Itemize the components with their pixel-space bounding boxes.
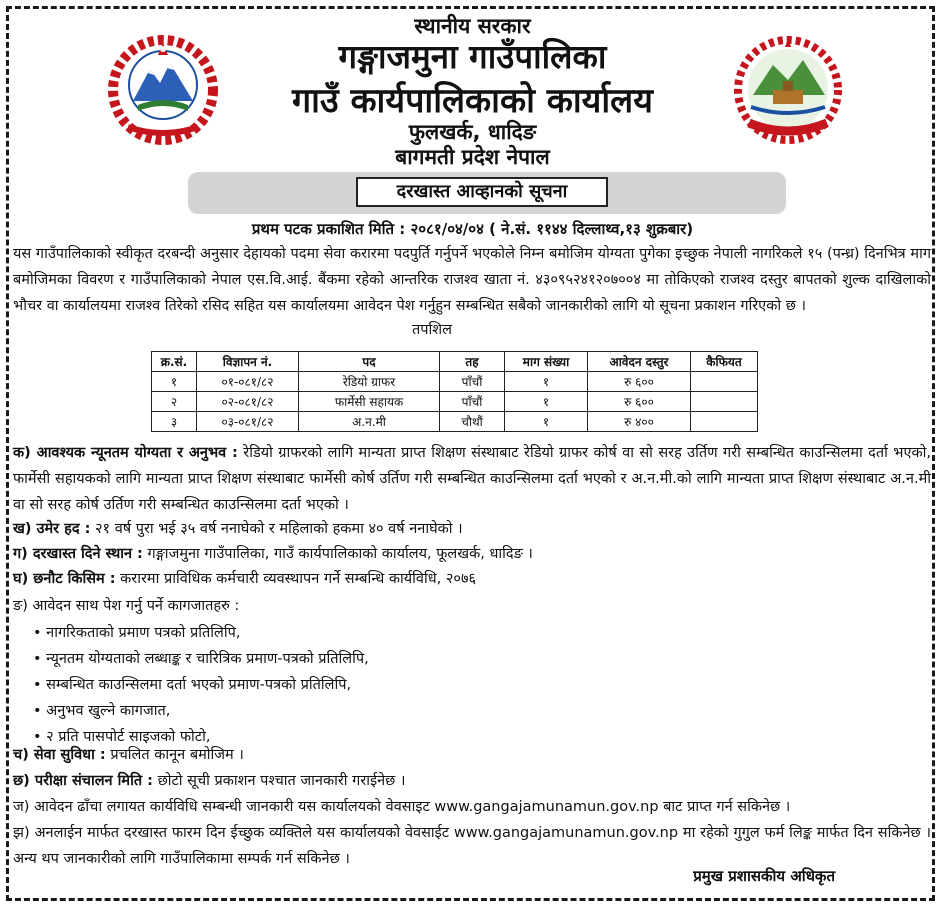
cell-serial: २	[152, 392, 197, 412]
signatory-title: प्रमुख प्रशासकीय अधिकृत	[693, 867, 835, 885]
item-gha-text: करारमा प्राविधिक कर्मचारी व्यवस्थापन गर्ने सम्बन्धि कार्यविधि, २०७६	[120, 571, 477, 587]
cell-fee: रु ६००	[588, 372, 691, 392]
list-item: • न्यूनतम योग्यताको लब्धाङ्क र चारित्रिक प्रमाण-पत्रको प्रतिलिपि,	[33, 651, 369, 667]
item-ga	[13, 541, 931, 567]
item-chha-label: छ) परीक्षा संचालन मिति :	[13, 773, 153, 789]
table-row	[152, 392, 758, 412]
municipality-name: गङ्गाजमुना गाउँपालिका	[338, 37, 607, 76]
cell-serial: १	[152, 372, 197, 392]
published-date: प्रथम पटक प्रकाशित मिति : २०८१/०४/०४ ( ने.सं. ११४४ दिल्लाथ्व,१३ शुक्रबार)	[251, 220, 694, 238]
col-header-demand: माग संख्या	[505, 352, 588, 372]
cell-level: पाँचौं	[440, 392, 505, 412]
col-header-serial: क्र.सं.	[152, 352, 197, 372]
cell-level: चौथौं	[440, 412, 505, 432]
cell-demand: १	[505, 392, 588, 412]
item-cha-label: च) सेवा सुविधा :	[13, 747, 106, 763]
list-item: • २ प्रति पासपोर्ट साइजको फोटो,	[33, 729, 211, 745]
col-header-remarks: कैफियत	[691, 352, 758, 372]
col-header-post: पद	[299, 352, 440, 372]
cell-post: फार्मेसी सहायक	[299, 392, 440, 412]
item-kha	[13, 516, 931, 542]
cell-remarks	[691, 372, 758, 392]
item-kha-text: २१ वर्ष पुरा भई ३५ वर्ष ननाघेको र महिलाको हकमा ४० वर्ष ननाघेको ।	[95, 521, 463, 537]
cell-ad-no: ०१-०८१/८२	[197, 372, 299, 392]
cell-ad-no: ०३-०८१/८२	[197, 412, 299, 432]
cell-demand: १	[505, 412, 588, 432]
table-row	[152, 372, 758, 392]
item-ja: ज) आवेदन ढाँचा लगायत कार्यविधि सम्बन्धी जानकारी यस कार्यालयको वेवसाइट www.gangajamunamun.gov.np बाट प्राप्त गर्न सकिनेछ ।	[13, 799, 791, 815]
office-name: गाउँ कार्यपालिकाको कार्यालय	[292, 81, 653, 121]
cell-demand: १	[505, 372, 588, 392]
col-header-level: तह	[440, 352, 505, 372]
col-header-ad-no: विज्ञापन नं.	[197, 352, 299, 372]
item-ka-label: क) आवश्यक न्यूनतम योग्यता र अनुभव :	[13, 445, 238, 461]
item-cha	[13, 742, 931, 768]
cell-serial: ३	[152, 412, 197, 432]
item-cha-text: प्रचलित कानून बमोजिम ।	[110, 747, 244, 763]
list-item: • सम्बन्धित काउन्सिलमा दर्ता भएको प्रमाण-पत्रको प्रतिलिपि,	[33, 677, 352, 693]
item-gha-label: घ) छनौट किसिम :	[13, 571, 116, 587]
table-row	[152, 412, 758, 432]
cell-remarks	[691, 412, 758, 432]
list-item: • नागरिकताको प्रमाण पत्रको प्रतिलिपि,	[33, 625, 241, 641]
province-name: बागमती प्रदेश नेपाल	[395, 145, 550, 169]
cell-post: अ.न.मी	[299, 412, 440, 432]
schedule-label: तपशिल	[412, 322, 452, 338]
cell-level: पाँचौं	[440, 372, 505, 392]
table-header-row	[152, 352, 758, 372]
cell-post: रेडियो ग्राफर	[299, 372, 440, 392]
list-item: • अनुभव खुल्ने कागजात,	[33, 703, 171, 719]
item-chha	[13, 768, 931, 794]
item-ka	[13, 440, 931, 518]
vacancy-table	[151, 351, 758, 432]
intro-paragraph: यस गाउँपालिकाको स्वीकृत दरबन्दी अनुसार देहायको पदमा सेवा करारमा पदपुर्ति गर्नुपर्ने भएकोले निम्न बमोजिम योग्यता पुगेका इच्छुक नेपाली नागरिकले १५ (पन्ध्र) दिनभित्र माग बमोजिमका विवरण र गाउँपालिकाको नेपाल एस.वि.आई. बैंकमा रहेको आन्तरिक राजश्व खाता नं. ४३०९५२४१२०७००४ मा तोकिएको राजश्व दस्तुर बापतको शुल्क दाखिलाको भौचर वा कार्यालयमा राजश्व तिरेको रसिद सहित यस कार्यालयमा आवेदन पेश गर्नुहुन सम्बन्धित सबैको जानकारीको लागि यो सूचना प्रकाशन गरिएको छ ।	[13, 246, 931, 314]
col-header-fee: आवेदन दस्तुर	[588, 352, 691, 372]
item-ka-text: रेडियो ग्राफरको लागि मान्यता प्राप्त शिक्षण संस्थाबाट रेडियो ग्राफर कोर्ष वा सो सरह उर्तिण गरी सम्बन्धित काउन्सिलमा दर्ता भएको, फार्मेसी सहायकको लागि मान्यता प्राप्त शिक्षण संस्थाबाट फार्मेसी कोर्ष उर्तिण गरी सम्बन्धित काउन्सिलमा दर्ता भएको र अ.न.मी.को लागि मान्यता प्राप्त शिक्षण संस्थाबाट अ.न.मी वा सो सरह कोर्ष उर्तिण गरी सम्बन्धित काउन्सिलमा दर्ता भएको ।	[13, 445, 931, 513]
item-nga	[13, 593, 931, 619]
header-line1: स्थानीय सरकार	[414, 14, 531, 38]
item-nga-label: ङ) आवेदन साथ पेश गर्नु पर्ने कागजातहरु :	[13, 598, 240, 614]
cell-fee: रु ४००	[588, 412, 691, 432]
item-kha-label: ख) उमेर हद :	[13, 521, 91, 537]
item-gha	[13, 566, 931, 592]
item-ga-label: ग) दरखास्त दिने स्थान :	[13, 546, 143, 562]
office-address: फुलखर्क, धादिङ	[408, 120, 537, 144]
notice-title: दरखास्त आव्हानको सूचना	[356, 177, 608, 207]
item-jha: झ) अनलाईन मार्फत दरखास्त फारम दिन ईच्छुक व्यक्तिले यस कार्यालयको वेवसाईट www.gangajamunamun.gov.np मा रहेको गुगुल फर्म लिङ्क मार्फत दिन सकिनेछ । अन्य थप जानकारीको लागि गाउँपालिकामा सम्पर्क गर्न सकिनेछ ।	[13, 825, 931, 867]
item-ga-text: गङ्गाजमुना गाउँपालिका, गाउँ कार्यपालिकाको कार्यालय, फूलखर्क, धादिङ ।	[147, 546, 533, 562]
cell-fee: रु ६००	[588, 392, 691, 412]
cell-ad-no: ०२-०८१/८२	[197, 392, 299, 412]
item-chha-text: छोटो सूची प्रकाशन पश्चात जानकारी गराईनेछ ।	[157, 773, 406, 789]
cell-remarks	[691, 392, 758, 412]
